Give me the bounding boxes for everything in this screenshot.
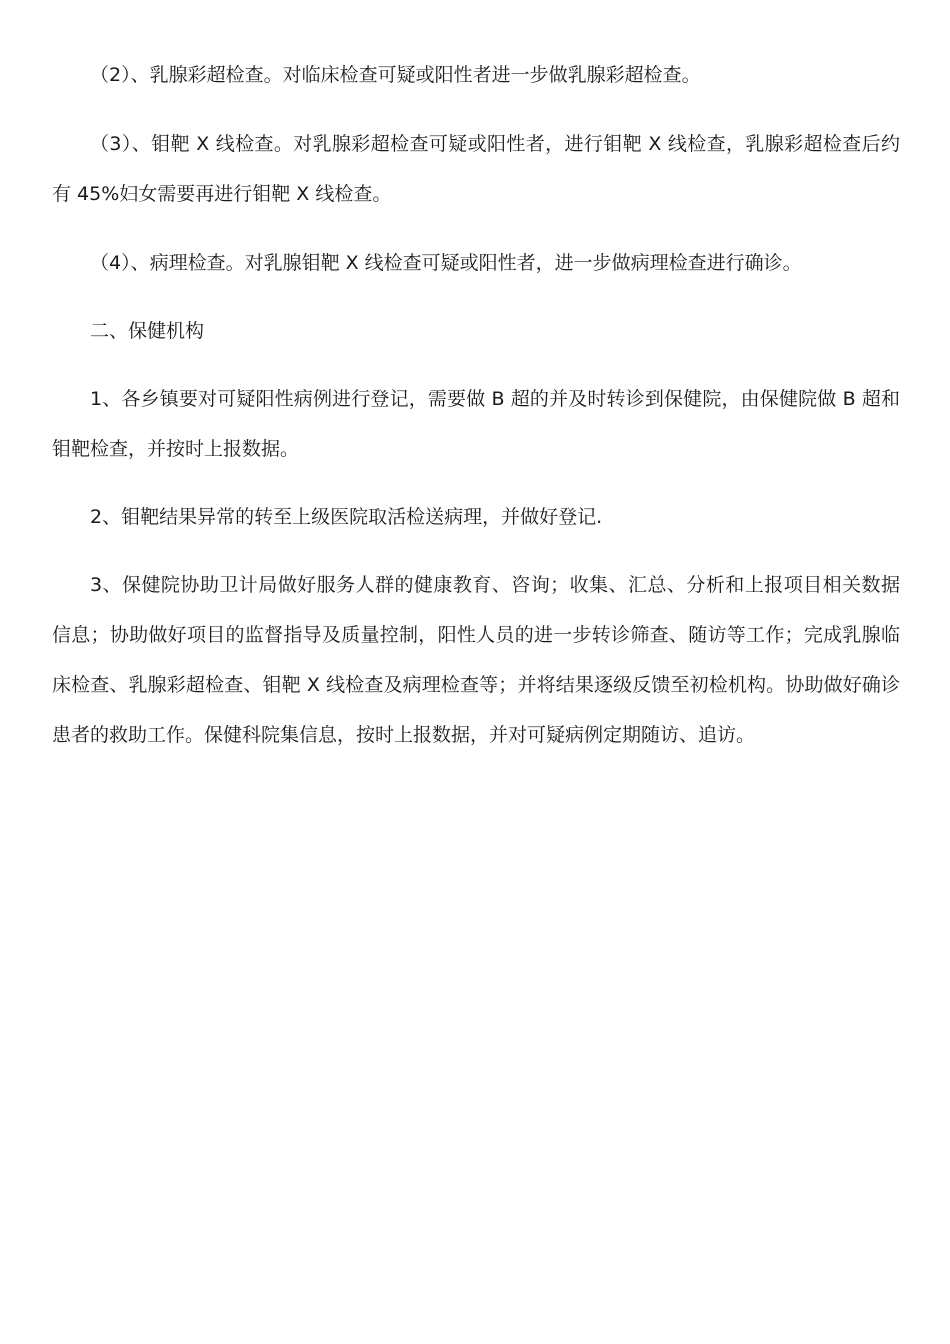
paragraph-breast-ultrasound: （2）、乳腺彩超检查。对临床检查可疑或阳性者进一步做乳腺彩超检查。 <box>90 64 701 86</box>
paragraph-mammography: （3）、钼靶 X 线检查。对乳腺彩超检查可疑或阳性者，进行钼靶 X 线检查，乳腺彩超检查后约有 45%妇女需要再进行钼靶 X 线检查。 <box>52 133 900 205</box>
section-heading-health-institution: 二、保健机构 <box>90 320 205 342</box>
paragraph-abnormal-referral: 2、钼靶结果异常的转至上级医院取活检送病理，并做好登记. <box>90 506 603 528</box>
paragraph-pathology: （4）、病理检查。对乳腺钼靶 X 线检查可疑或阳性者，进一步做病理检查进行确诊。 <box>90 252 802 274</box>
paragraph-health-institute-duties: 3、保健院协助卫计局做好服务人群的健康教育、咨询；收集、汇总、分析和上报项目相关数据信息；协助做好项目的监督指导及质量控制，阳性人员的进一步转诊筛查、随访等工作；完成乳腺临床检查、乳腺彩超检查、钼靶 X 线检查及病理检查等；并将结果逐级反馈至初检机构。协助做好确诊患者的救助工作。保健科院集信息，按时上报数据，并对可疑病例定期随访、追访。 <box>52 574 900 746</box>
paragraph-township-registration: 1、各乡镇要对可疑阳性病例进行登记，需要做 B 超的并及时转诊到保健院，由保健院做 B 超和钼靶检查，并按时上报数据。 <box>52 388 900 460</box>
document-page <box>52 50 900 760</box>
